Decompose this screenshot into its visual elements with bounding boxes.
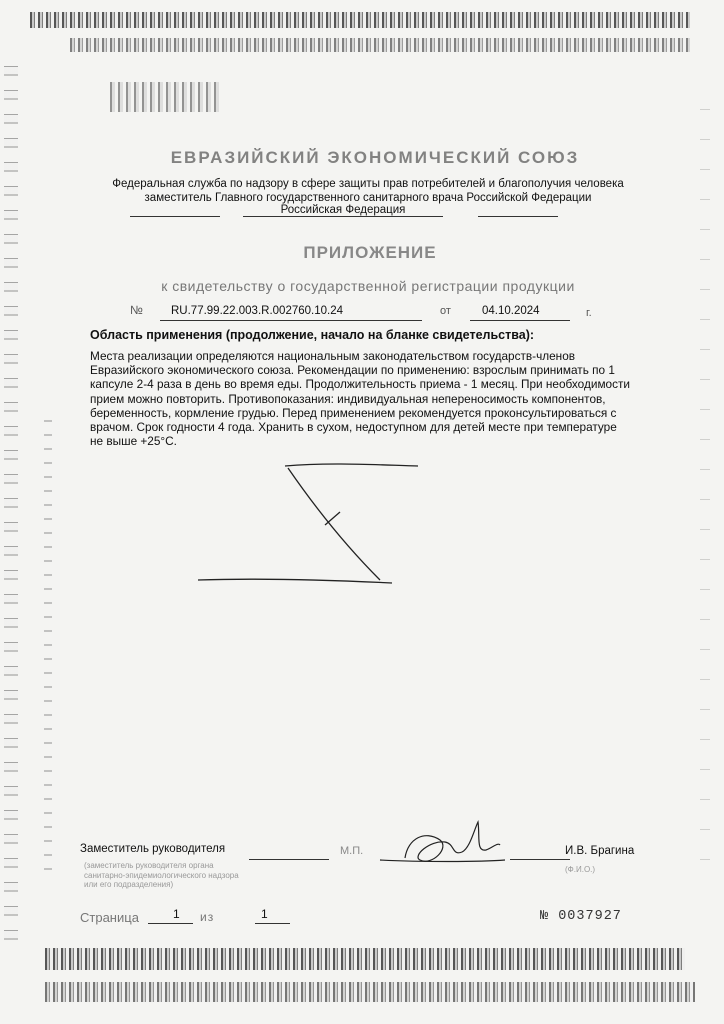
signer-line <box>510 858 570 860</box>
page-label: Страница <box>80 910 139 925</box>
section-title: Область применения (продолжение, начало на бланке свидетельства): <box>90 328 535 342</box>
signature-line <box>249 858 329 860</box>
number-label: № <box>130 303 143 317</box>
country-name: Российская Федерация <box>243 204 443 217</box>
union-title: ЕВРАЗИЙСКИЙ ЭКОНОМИЧЕСКИЙ СОЮЗ <box>170 148 580 167</box>
year-suffix: г. <box>586 307 592 319</box>
position-note: (заместитель руководителя органа санитарно-эпидемиологического надзора или его подразделения) <box>84 861 239 889</box>
fio-label: (Ф.И.О.) <box>565 865 596 874</box>
appendix-subtitle: к свидетельству о государственной регистрации продукции <box>161 278 575 294</box>
stamp-label: М.П. <box>340 845 364 857</box>
page-total: 1 <box>261 907 268 921</box>
form-serial-number: № 0037927 <box>540 909 622 924</box>
signer-name: И.В. Брагина <box>565 845 635 857</box>
body-text: Места реализации определяются национальным законодательством государств-членов Евразийского экономического союза. Рекомендации по применению: взрослым принимать по 1 капсуле 2-4 раза в день во время еды. Продолжительность приема - 1 месяц. При необходимости прием можно повторить. Противопоказания: индивидуальная непереносимость компонентов, беременность, кормление грудью. Перед применением рекомендуется проконсультироваться с врачом. Срок годности 4 года. Хранить в сухом, недоступном для детей месте при температуре не выше +25°C. <box>90 349 631 449</box>
from-label: от <box>440 305 451 317</box>
deputy-label: Заместитель руководителя <box>80 843 226 855</box>
z-strike-mark <box>198 464 418 583</box>
registration-date: 04.10.2024 <box>482 305 540 317</box>
registration-number: RU.77.99.22.003.R.002760.10.24 <box>171 305 343 317</box>
handwritten-signature <box>380 822 505 862</box>
page-of-label: из <box>200 910 215 924</box>
appendix-title: ПРИЛОЖЕНИЕ <box>303 243 437 262</box>
page-current-underline <box>148 922 193 924</box>
agency-text: Федеральная служба по надзору в сфере защиты прав потребителей и благополучия человека заместитель Главного государственного санитарного врача Российской Федерации <box>112 178 624 204</box>
page-current: 1 <box>173 907 180 921</box>
page-total-underline <box>255 922 290 924</box>
